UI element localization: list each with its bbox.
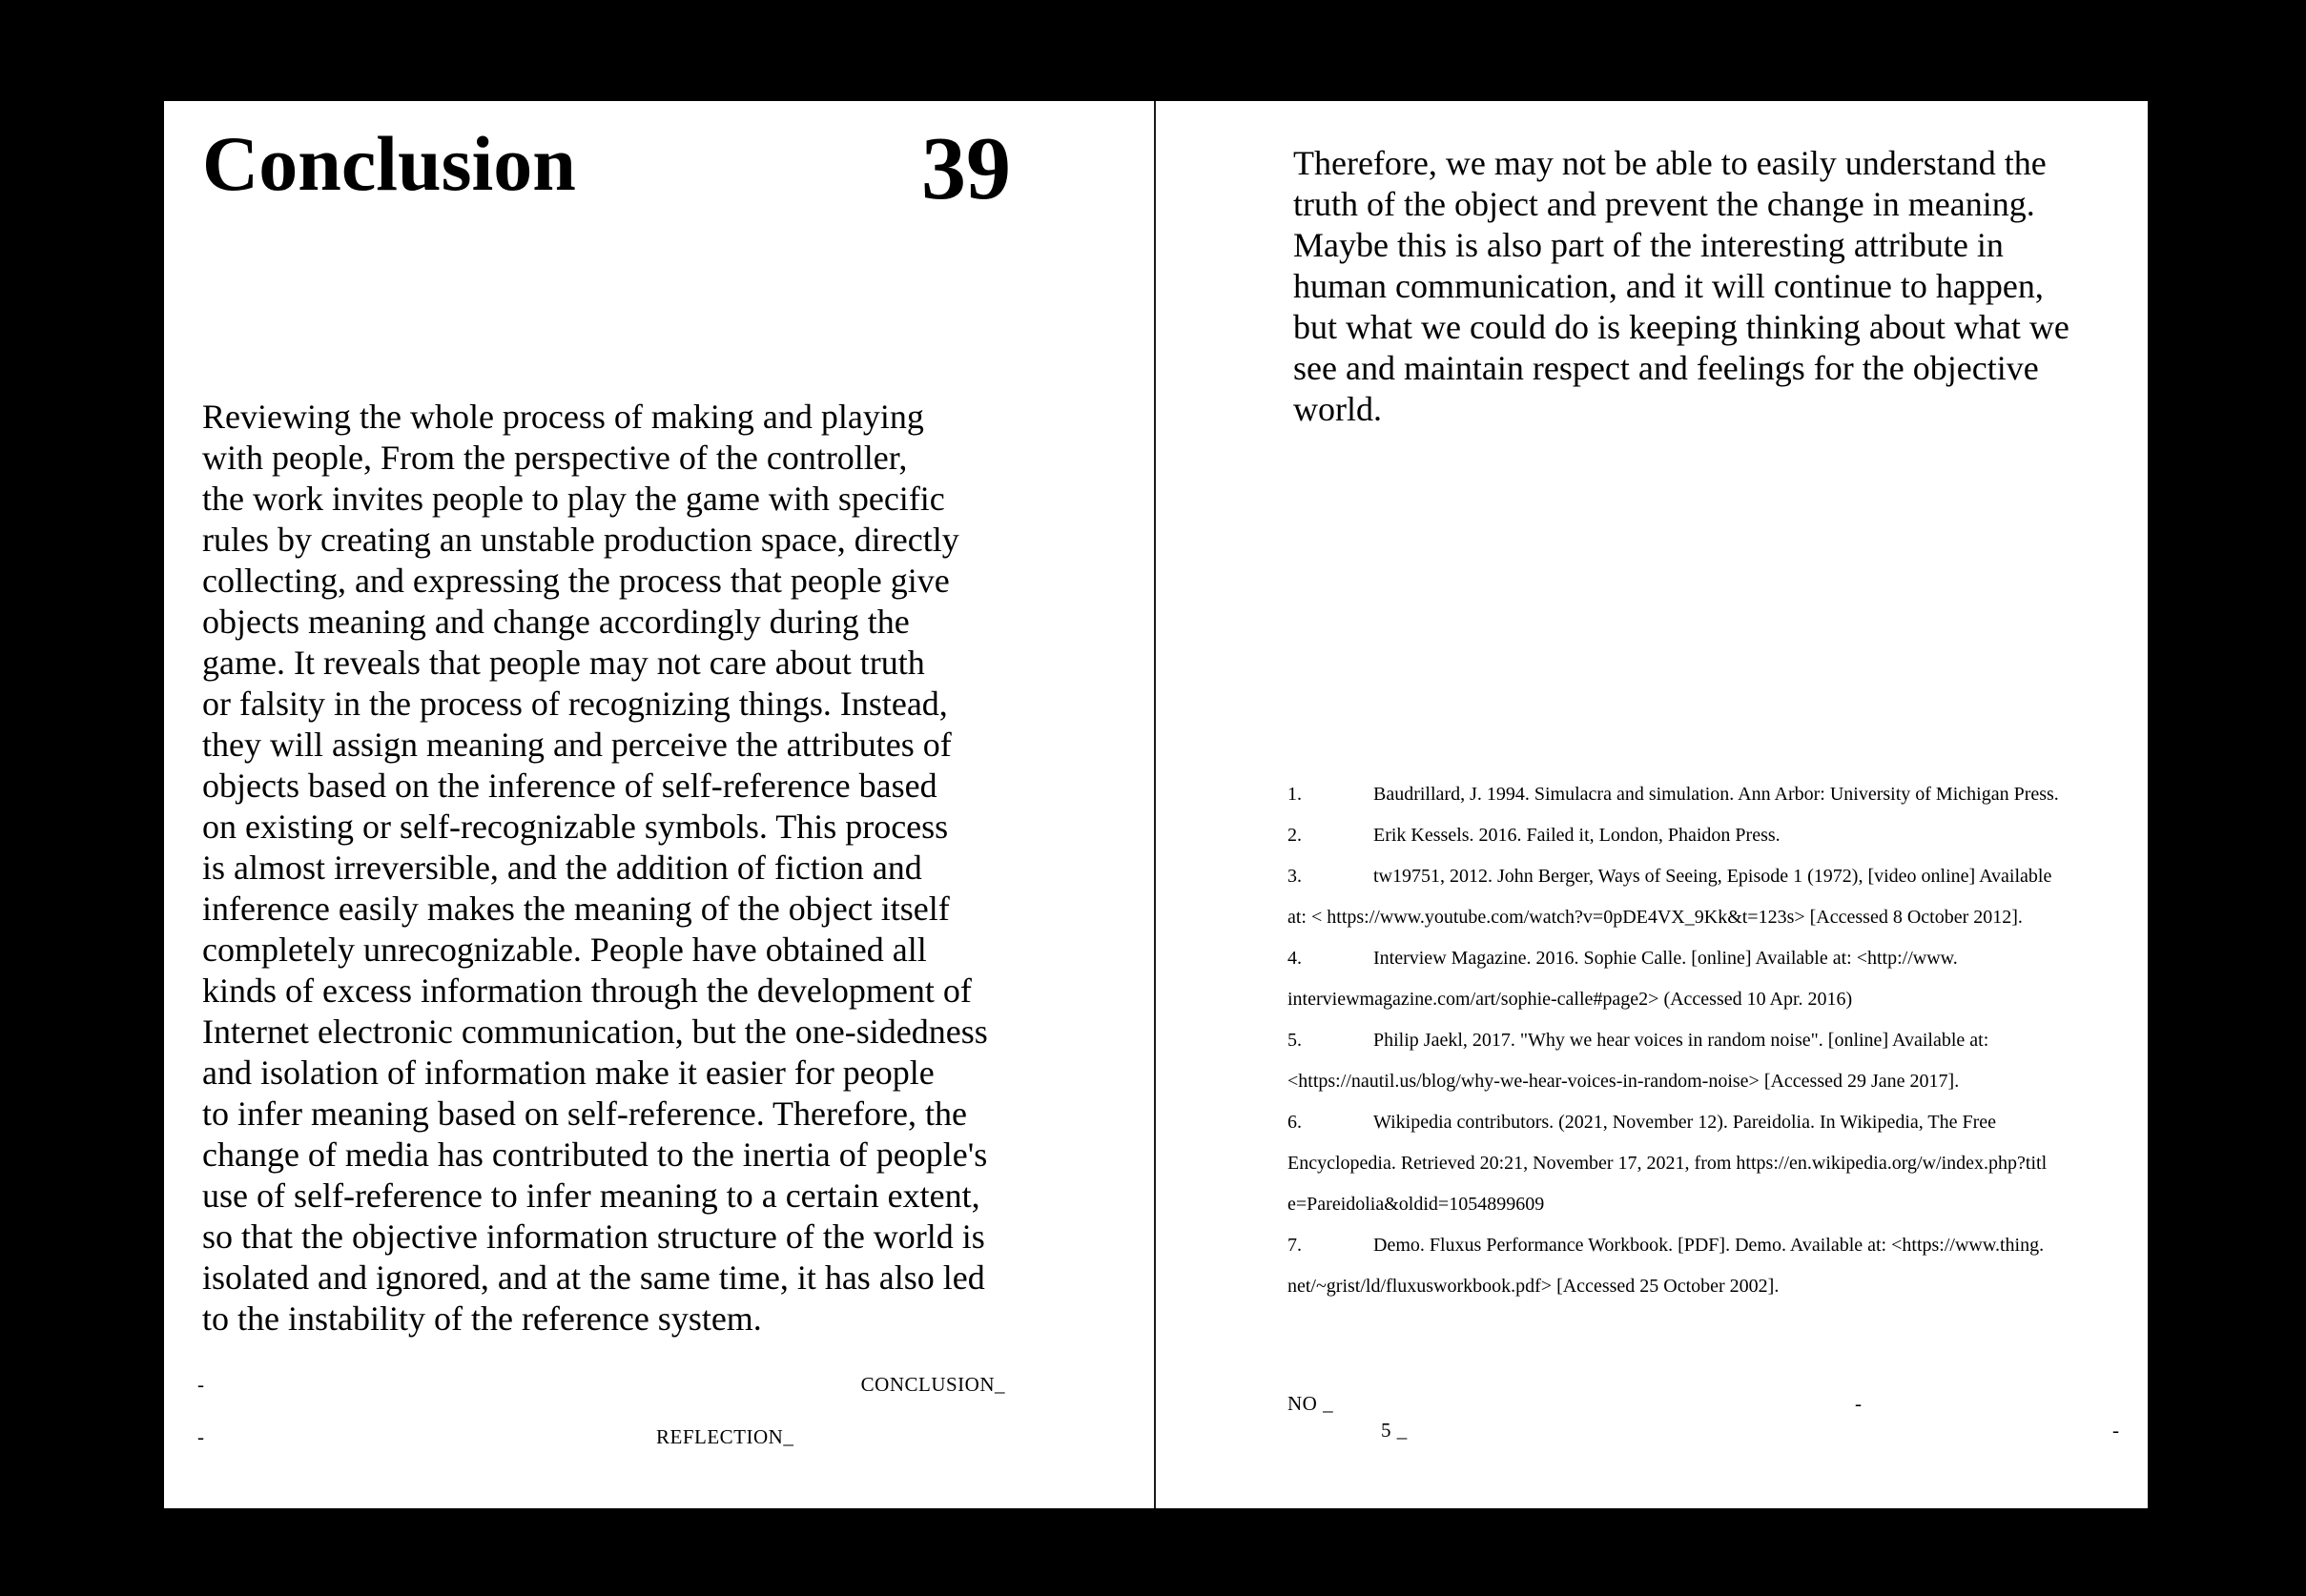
reference-line	[1287, 1184, 2059, 1225]
paragraph-line: the work invites people to play the game with specific	[202, 480, 945, 518]
reference-line	[1287, 1020, 2059, 1061]
book-spread	[164, 101, 2148, 1508]
reference-number: 5.	[1287, 1030, 1302, 1051]
paragraph-line: use of self-reference to infer meaning to a certain extent,	[202, 1177, 980, 1215]
reference-number: 7.	[1287, 1235, 1302, 1256]
paragraph-line: rules by creating an unstable production space, directly	[202, 521, 959, 559]
paragraph-line: they will assign meaning and perceive the attributes of	[202, 726, 952, 764]
reference-number: 2.	[1287, 825, 1302, 846]
reference-number: 6.	[1287, 1112, 1302, 1133]
reference-text: Encyclopedia. Retrieved 20:21, November 17, 2021, from https://en.wikipedia.org/w/index.php?titl	[1287, 1153, 2048, 1174]
reference-text: at: < https://www.youtube.com/watch?v=0pDE4VX_9Kk&t=123s> [Accessed 8 October 2012].	[1287, 907, 2023, 928]
footer-dash: -	[197, 1373, 205, 1396]
footer-section-label: REFLECTION_	[656, 1425, 794, 1448]
paragraph-line: kinds of excess information through the development of	[202, 972, 972, 1010]
paragraph-line: Reviewing the whole process of making and playing	[202, 398, 924, 436]
footer-dash: -	[197, 1425, 205, 1448]
reference-line	[1287, 938, 2059, 979]
paragraph-line: Therefore, we may not be able to easily understand the	[1293, 144, 2047, 182]
footer-dash: -	[1855, 1392, 1863, 1415]
paragraph-line: change of media has contributed to the inertia of people's	[202, 1136, 988, 1174]
reference-text: tw19751, 2012. John Berger, Ways of Seeing, Episode 1 (1972), [video online] Available	[1373, 866, 2052, 887]
page-number: 39	[921, 119, 1011, 218]
paragraph-line: objects meaning and change accordingly during the	[202, 603, 910, 641]
reference-number: 4.	[1287, 948, 1302, 969]
reference-number: 3.	[1287, 866, 1302, 887]
reference-line	[1287, 1225, 2059, 1266]
paragraph-line: or falsity in the process of recognizing things. Instead,	[202, 685, 948, 723]
references-list	[1287, 774, 2059, 1307]
reference-line	[1287, 979, 2059, 1020]
paragraph-line: so that the objective information structure of the world is	[202, 1217, 985, 1256]
paragraph-line: objects based on the inference of self-reference based	[202, 767, 937, 805]
paragraph-line: inference easily makes the meaning of the object itself	[202, 890, 950, 928]
paragraph-line: isolated and ignored, and at the same time, it has also led	[202, 1258, 985, 1297]
reference-text: Philip Jaekl, 2017. "Why we hear voices in random noise". [online] Available at:	[1373, 1030, 1989, 1051]
page-gutter-divider	[1154, 101, 1156, 1508]
paragraph-line: game. It reveals that people may not care about truth	[202, 644, 925, 682]
reference-text: <https://nautil.us/blog/why-we-hear-voices-in-random-noise> [Accessed 29 Jane 2017].	[1287, 1071, 1960, 1092]
paragraph-line: world.	[1293, 390, 1382, 428]
paragraph-line: to the instability of the reference system.	[202, 1299, 762, 1338]
footer-page-label: 5 _	[1381, 1419, 1408, 1442]
paragraph-line: to infer meaning based on self-reference. Therefore, the	[202, 1095, 967, 1133]
paragraph-line: is almost irreversible, and the addition of fiction and	[202, 849, 922, 887]
reference-text: e=Pareidolia&oldid=1054899609	[1287, 1194, 1545, 1215]
reference-line	[1287, 1061, 2059, 1102]
footer-chapter-label: CONCLUSION_	[860, 1373, 1005, 1396]
reference-line	[1287, 1102, 2059, 1143]
paragraph-line: on existing or self-recognizable symbols. This process	[202, 808, 949, 846]
paragraph-line: with people, From the perspective of the controller,	[202, 439, 908, 477]
reference-text: Erik Kessels. 2016. Failed it, London, Phaidon Press.	[1373, 825, 1781, 846]
reference-text: Demo. Fluxus Performance Workbook. [PDF]. Demo. Available at: <https://www.thing.	[1373, 1235, 2045, 1256]
paragraph-line: and isolation of information make it easier for people	[202, 1054, 935, 1092]
reference-text: interviewmagazine.com/art/sophie-calle#page2> (Accessed 10 Apr. 2016)	[1287, 989, 1853, 1010]
closing-paragraph	[1293, 143, 2069, 430]
paragraph-line: completely unrecognizable. People have obtained all	[202, 931, 927, 969]
footer-no-label: NO _	[1287, 1392, 1334, 1415]
reference-text: Baudrillard, J. 1994. Simulacra and simulation. Ann Arbor: University of Michigan Press.	[1373, 784, 2059, 805]
reference-line	[1287, 774, 2059, 815]
paragraph-line: but what we could do is keeping thinking about what we	[1293, 308, 2069, 346]
paragraph-line: truth of the object and prevent the change in meaning.	[1293, 185, 2035, 223]
chapter-title: Conclusion	[202, 120, 576, 207]
paragraph-line: collecting, and expressing the process that people give	[202, 562, 950, 600]
reference-line	[1287, 897, 2059, 938]
reference-line	[1287, 1143, 2059, 1184]
paragraph-line: see and maintain respect and feelings for the objective	[1293, 349, 2039, 387]
paragraph-line: Maybe this is also part of the interesting attribute in	[1293, 226, 2004, 264]
reference-line	[1287, 1266, 2059, 1307]
reference-text: net/~grist/ld/fluxusworkbook.pdf> [Accessed 25 October 2002].	[1287, 1276, 1780, 1297]
reference-text: Wikipedia contributors. (2021, November 12). Pareidolia. In Wikipedia, The Free	[1373, 1112, 1997, 1133]
reference-line	[1287, 856, 2059, 897]
reference-text: Interview Magazine. 2016. Sophie Calle. [online] Available at: <http://www.	[1373, 948, 1958, 969]
paragraph-line: human communication, and it will continue to happen,	[1293, 267, 2044, 305]
paragraph-line: Internet electronic communication, but the one-sidedness	[202, 1013, 988, 1051]
reference-line	[1287, 815, 2059, 856]
reference-number: 1.	[1287, 784, 1302, 805]
footer-dash: -	[2112, 1419, 2120, 1442]
conclusion-paragraph	[202, 397, 988, 1340]
